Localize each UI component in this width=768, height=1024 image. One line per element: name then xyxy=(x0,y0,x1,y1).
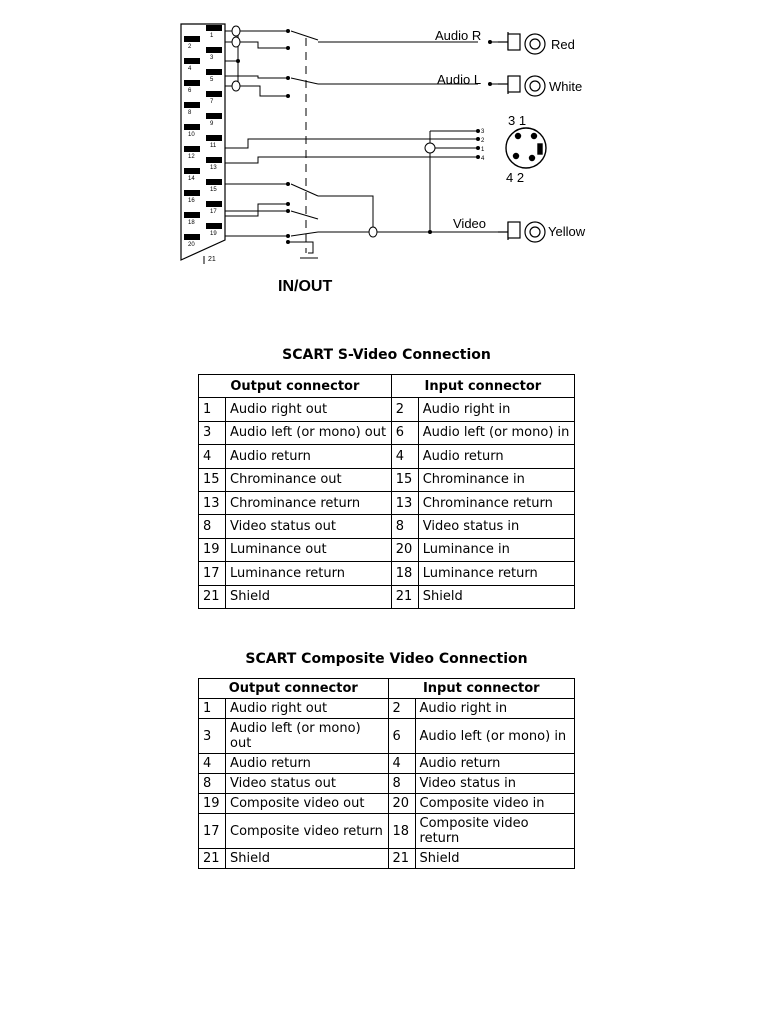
scart-pin-label: 15 xyxy=(210,187,217,193)
label-svideo-pin-4: 4 xyxy=(481,156,485,162)
junction-dots xyxy=(236,29,492,244)
output-pin-cell: 4 xyxy=(199,754,226,774)
input-pin-cell: 13 xyxy=(391,491,418,514)
scart-pin-label: 3 xyxy=(210,55,214,61)
output-signal-cell: Video status out xyxy=(226,515,392,538)
rca-jack-yellow xyxy=(498,222,545,242)
input-signal-cell: Luminance return xyxy=(418,562,574,585)
rca-jack-red xyxy=(498,32,545,54)
output-pin-cell: 21 xyxy=(199,585,226,608)
scart-pin-label: 19 xyxy=(210,231,217,237)
output-signal-cell: Shield xyxy=(226,849,389,869)
input-signal-cell: Video status in xyxy=(418,515,574,538)
input-pin-cell: 6 xyxy=(388,719,415,754)
scart-pin-contact xyxy=(184,58,200,64)
svideo-connector xyxy=(506,128,546,168)
output-pin-cell: 15 xyxy=(199,468,226,491)
output-pin-cell: 19 xyxy=(199,538,226,561)
svideo-table-title: SCART S-Video Connection xyxy=(282,347,491,363)
diagram-title: IN/OUT xyxy=(278,278,333,295)
scart-pin-label: 4 xyxy=(188,66,192,72)
output-pin-cell: 21 xyxy=(199,849,226,869)
output-pin-cell: 8 xyxy=(199,774,226,794)
table-row xyxy=(199,849,575,869)
scart-pin-label: 14 xyxy=(188,176,195,182)
scart-pin-label: 8 xyxy=(188,110,192,116)
scart-pin-contact xyxy=(206,223,222,229)
output-signal-cell: Shield xyxy=(226,585,392,608)
output-pin-cell: 19 xyxy=(199,794,226,814)
output-signal-cell: Audio right out xyxy=(226,398,392,421)
scart-pin-contact xyxy=(184,102,200,108)
label-red: Red xyxy=(551,37,575,52)
table-header-row xyxy=(199,679,575,699)
scart-pin-contact xyxy=(184,124,200,130)
output-signal-cell: Audio left (or mono) out xyxy=(226,421,392,444)
output-pin-cell: 3 xyxy=(199,719,226,754)
label-svideo-pin-1: 1 xyxy=(481,147,485,153)
scart-pin-label: 12 xyxy=(188,154,195,160)
label-svideo-pin-3: 3 xyxy=(481,129,485,135)
label-audio-r: Audio R xyxy=(435,28,482,43)
input-pin-cell: 8 xyxy=(391,515,418,538)
label-yellow: Yellow xyxy=(548,224,586,239)
composite-table-title: SCART Composite Video Connection xyxy=(245,651,528,667)
output-pin-cell: 17 xyxy=(199,814,226,849)
scart-pin-label: 6 xyxy=(188,88,192,94)
table-row xyxy=(199,398,575,421)
output-pin-cell: 8 xyxy=(199,515,226,538)
input-pin-cell: 2 xyxy=(391,398,418,421)
output-signal-cell: Luminance out xyxy=(226,538,392,561)
scart-pin-contact xyxy=(206,113,222,119)
input-pin-cell: 4 xyxy=(388,754,415,774)
output-signal-cell: Composite video return xyxy=(226,814,389,849)
table-row xyxy=(199,468,575,491)
input-signal-cell: Composite video in xyxy=(415,794,574,814)
scart-pin-label: 11 xyxy=(210,143,217,149)
table-row xyxy=(199,774,575,794)
scart-pin-contact xyxy=(184,190,200,196)
input-signal-cell: Audio return xyxy=(415,754,574,774)
scart-pin-contact xyxy=(206,201,222,207)
table-row xyxy=(199,754,575,774)
scart-pin-contact xyxy=(184,212,200,218)
table-row xyxy=(199,491,575,514)
input-signal-cell: Audio right in xyxy=(418,398,574,421)
input-pin-cell: 6 xyxy=(391,421,418,444)
scart-pin-contact xyxy=(184,80,200,86)
scart-wiring-diagram xyxy=(178,18,598,298)
scart-pin-label: 2 xyxy=(188,44,192,50)
scart-pin-label: 9 xyxy=(210,121,214,127)
output-signal-cell: Video status out xyxy=(226,774,389,794)
input-connector-header: Input connector xyxy=(391,375,574,398)
input-pin-cell: 18 xyxy=(388,814,415,849)
input-signal-cell: Audio return xyxy=(418,445,574,468)
input-signal-cell: Composite video return xyxy=(415,814,574,849)
label-audio-l: Audio L xyxy=(437,72,482,87)
output-signal-cell: Chrominance out xyxy=(226,468,392,491)
scart-pin-contact xyxy=(184,234,200,240)
input-pin-cell: 2 xyxy=(388,699,415,719)
scart-pin-label: 7 xyxy=(210,99,214,105)
scart-pin-contact xyxy=(184,168,200,174)
scart-pin-contact xyxy=(184,146,200,152)
label-video: Video xyxy=(453,216,487,231)
input-signal-cell: Chrominance in xyxy=(418,468,574,491)
output-signal-cell: Luminance return xyxy=(226,562,392,585)
table-row xyxy=(199,562,575,585)
output-signal-cell: Audio right out xyxy=(226,699,389,719)
input-pin-cell: 18 xyxy=(391,562,418,585)
output-pin-cell: 3 xyxy=(199,421,226,444)
table-row xyxy=(199,421,575,444)
input-pin-cell: 15 xyxy=(391,468,418,491)
scart-pin-label: 20 xyxy=(188,242,195,248)
output-signal-cell: Composite video out xyxy=(226,794,389,814)
input-pin-cell: 20 xyxy=(388,794,415,814)
input-signal-cell: Audio left (or mono) in xyxy=(418,421,574,444)
label-svideo-pins-top: 3 1 xyxy=(508,113,527,128)
label-svideo-pins-bottom: 4 2 xyxy=(506,170,525,185)
input-pin-cell: 21 xyxy=(391,585,418,608)
input-signal-cell: Video status in xyxy=(415,774,574,794)
output-connector-header: Output connector xyxy=(199,679,389,699)
input-signal-cell: Shield xyxy=(415,849,574,869)
table-row xyxy=(199,445,575,468)
label-white: White xyxy=(549,79,583,94)
scart-pin-contact xyxy=(206,157,222,163)
input-pin-cell: 20 xyxy=(391,538,418,561)
table-row xyxy=(199,814,575,849)
scart-pin-contact xyxy=(206,47,222,53)
output-pin-cell: 4 xyxy=(199,445,226,468)
table-header-row xyxy=(199,375,575,398)
input-pin-cell: 21 xyxy=(388,849,415,869)
scart-pin-label: 5 xyxy=(210,77,214,83)
input-signal-cell: Luminance in xyxy=(418,538,574,561)
scart-pin-contact xyxy=(206,91,222,97)
scart-pin-contact xyxy=(206,179,222,185)
scart-pin-label: 17 xyxy=(210,209,217,215)
input-signal-cell: Shield xyxy=(418,585,574,608)
scart-pin-contact xyxy=(184,36,200,42)
table-row xyxy=(199,699,575,719)
composite-connection-table xyxy=(198,678,575,869)
label-svideo-pin-2: 2 xyxy=(481,138,485,144)
output-signal-cell: Audio return xyxy=(226,445,392,468)
table-row xyxy=(199,515,575,538)
scart-pin-contact xyxy=(206,135,222,141)
output-pin-cell: 13 xyxy=(199,491,226,514)
output-pin-cell: 17 xyxy=(199,562,226,585)
output-pin-cell: 1 xyxy=(199,699,226,719)
scart-pin-label: 18 xyxy=(188,220,195,226)
table-row xyxy=(199,719,575,754)
scart-pin-ground-label: 21 xyxy=(208,256,216,263)
table-row xyxy=(199,538,575,561)
table-row xyxy=(199,794,575,814)
input-pin-cell: 4 xyxy=(391,445,418,468)
output-signal-cell: Audio left (or mono) out xyxy=(226,719,389,754)
scart-pin-contact xyxy=(206,69,222,75)
scart-pin-contact xyxy=(206,25,222,31)
scart-pin-label: 1 xyxy=(210,33,214,39)
scart-pin-label: 10 xyxy=(188,132,195,138)
input-connector-header: Input connector xyxy=(388,679,574,699)
input-signal-cell: Audio left (or mono) in xyxy=(415,719,574,754)
rca-jack-white xyxy=(498,76,545,96)
scart-pin-label: 16 xyxy=(188,198,195,204)
scart-pin-label: 13 xyxy=(210,165,217,171)
output-connector-header: Output connector xyxy=(199,375,392,398)
table-row xyxy=(199,585,575,608)
svideo-connection-table xyxy=(198,374,575,609)
output-signal-cell: Audio return xyxy=(226,754,389,774)
output-signal-cell: Chrominance return xyxy=(226,491,392,514)
input-pin-cell: 8 xyxy=(388,774,415,794)
input-signal-cell: Chrominance return xyxy=(418,491,574,514)
input-signal-cell: Audio right in xyxy=(415,699,574,719)
output-pin-cell: 1 xyxy=(199,398,226,421)
